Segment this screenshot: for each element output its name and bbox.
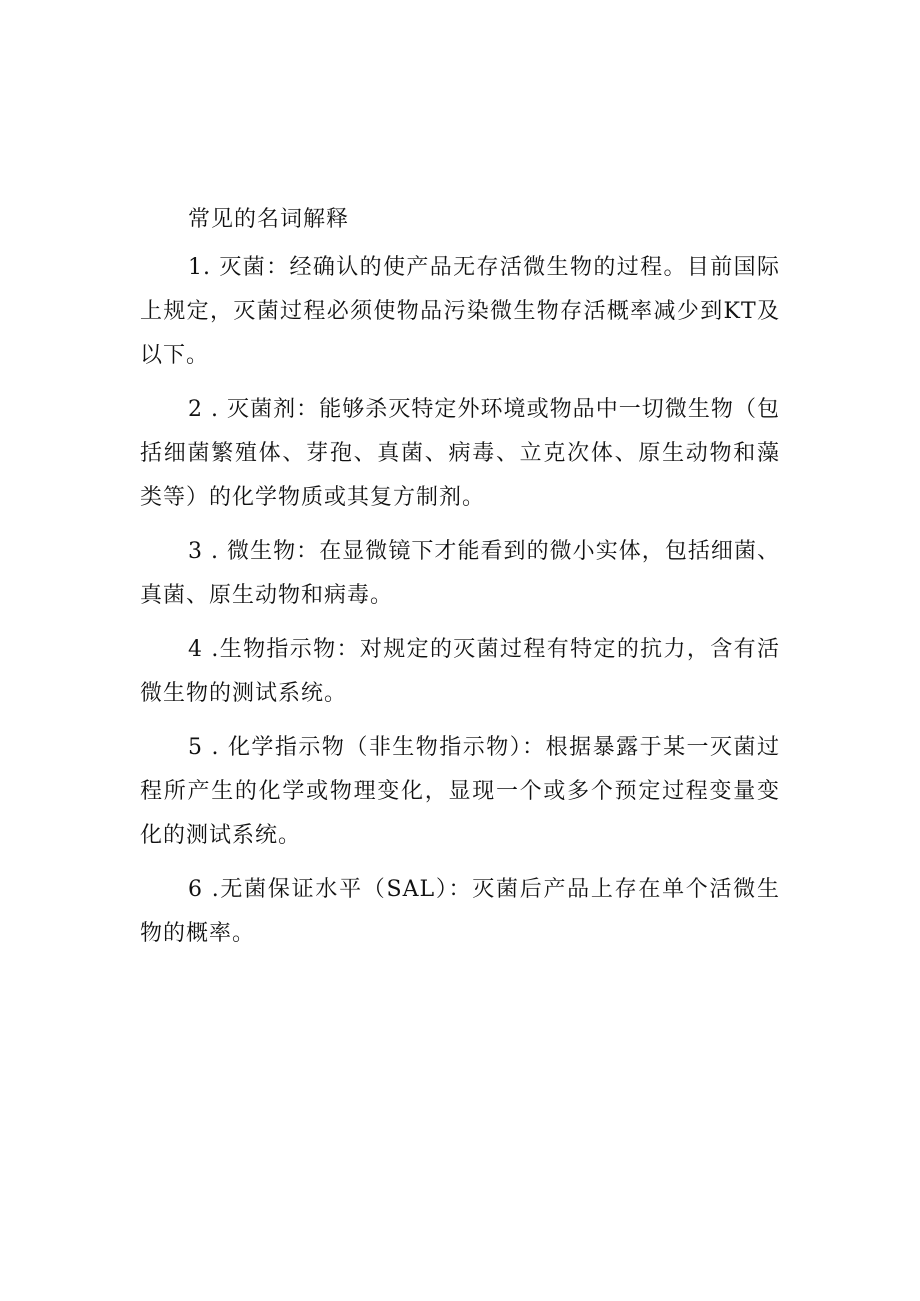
- term-paragraph-3: 3 . 微生物：在显微镜下才能看到的微小实体，包括细菌、真菌、原生动物和病毒。: [140, 539, 780, 608]
- term-paragraph-2: 2 . 灭菌剂：能够杀灭特定外环境或物品中一切微生物（包括细菌繁殖体、芽孢、真菌、病毒、立克次体、原生动物和藻类等）的化学物质或其复方制剂。: [140, 397, 780, 510]
- document-title: 常见的名词解释: [188, 207, 350, 232]
- term-paragraph-1: 1. 灭菌：经确认的使产品无存活微生物的过程。目前国际上规定，灭菌过程必须使物品污染微生物存活概率减少到KT及以下。: [140, 255, 780, 368]
- term-paragraph-6: 6 .无菌保证水平（SAL）：灭菌后产品上存在单个活微生物的概率。: [140, 877, 780, 946]
- term-paragraph-5: 5 . 化学指示物（非生物指示物）：根据暴露于某一灭菌过程所产生的化学或物理变化，显现一个或多个预定过程变量变化的测试系统。: [140, 735, 780, 848]
- term-paragraph-4: 4 .生物指示物：对规定的灭菌过程有特定的抗力，含有活微生物的测试系统。: [140, 637, 780, 706]
- document-body: [140, 200, 780, 966]
